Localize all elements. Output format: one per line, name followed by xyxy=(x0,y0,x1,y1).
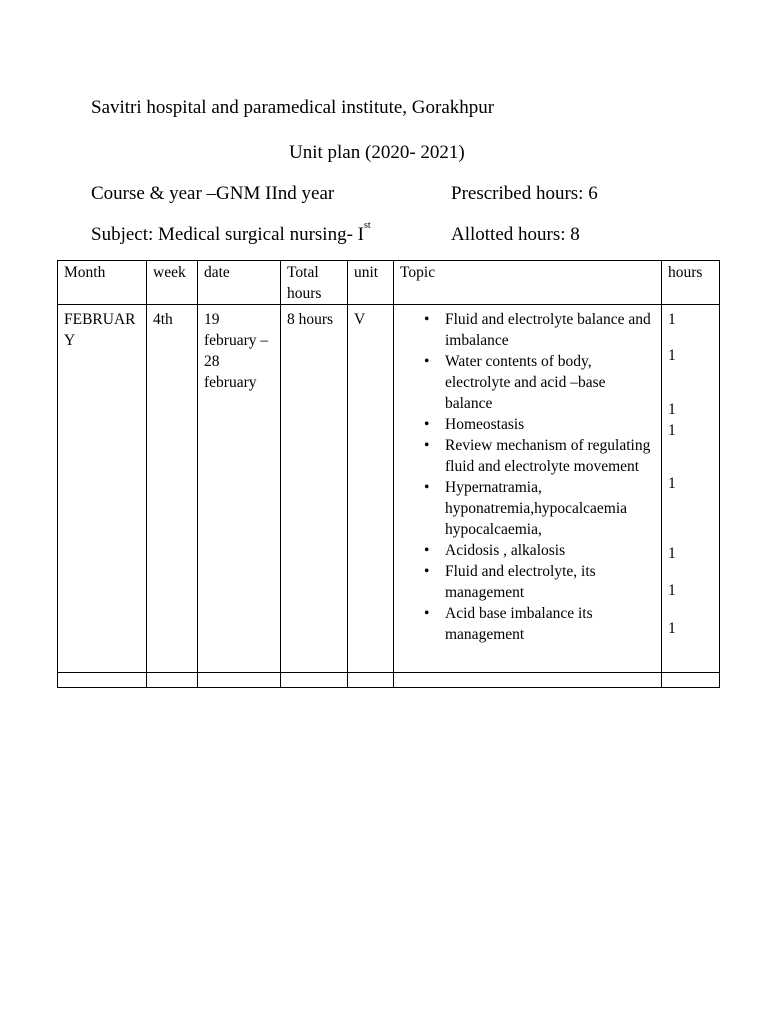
topic-text: Hypernatramia, hyponatremia,hypocalcaemia hypocalcaemia, xyxy=(445,479,628,538)
hours-value: 1 xyxy=(668,311,676,328)
hours-value: 1 xyxy=(668,620,676,637)
list-item xyxy=(424,435,656,477)
hours-value: 1 xyxy=(668,545,676,562)
subject-text: Subject: Medical surgical nursing- I xyxy=(91,224,364,245)
table-row-empty xyxy=(58,673,720,688)
institute-title: Savitri hospital and paramedical institute, Gorakhpur xyxy=(91,97,495,118)
hours-value: 1 xyxy=(668,401,676,418)
cell-week: 4th xyxy=(147,305,198,673)
bullet-icon: • xyxy=(424,542,430,559)
hours-value: 1 xyxy=(668,582,676,599)
bullet-icon: • xyxy=(424,416,430,433)
topic-text: Homeostasis xyxy=(445,416,525,433)
list-item xyxy=(424,603,656,645)
empty-cell xyxy=(198,673,281,688)
empty-cell xyxy=(662,673,720,688)
header-date: date xyxy=(198,261,281,305)
subject-line xyxy=(91,220,371,246)
header-topic: Topic xyxy=(394,261,662,305)
subject-superscript: st xyxy=(363,220,371,231)
bullet-icon: • xyxy=(424,479,430,496)
allotted-hours: Allotted hours: 8 xyxy=(451,224,580,245)
list-item xyxy=(424,540,656,561)
cell-total-hours: 8 hours xyxy=(281,305,348,673)
hours-value: 1 xyxy=(668,347,676,364)
bullet-icon: • xyxy=(424,563,430,580)
header-week: week xyxy=(147,261,198,305)
hours-value: 1 xyxy=(668,475,676,492)
topic-text: Acid base imbalance its management xyxy=(445,605,593,643)
course-year: Course & year –GNM IInd year xyxy=(91,183,335,204)
bullet-icon: • xyxy=(424,353,430,370)
bullet-icon: • xyxy=(424,437,430,454)
bullet-icon: • xyxy=(424,605,430,622)
bullet-icon: • xyxy=(424,311,430,328)
cell-unit: V xyxy=(348,305,394,673)
list-item xyxy=(424,561,656,603)
header-month: Month xyxy=(58,261,147,305)
empty-cell xyxy=(147,673,198,688)
list-item xyxy=(424,414,656,435)
topic-text: Review mechanism of regulating fluid and electrolyte movement xyxy=(445,437,651,475)
topic-text: Fluid and electrolyte balance and imbalance xyxy=(445,311,651,349)
table-row xyxy=(58,305,720,673)
header-hours: hours xyxy=(662,261,720,305)
empty-cell xyxy=(348,673,394,688)
prescribed-hours: Prescribed hours: 6 xyxy=(451,183,598,204)
list-item xyxy=(424,351,656,414)
topic-list xyxy=(400,309,656,645)
empty-cell xyxy=(394,673,662,688)
empty-cell xyxy=(58,673,147,688)
table-header-row xyxy=(58,261,720,305)
cell-date: 19 february – 28 february xyxy=(198,305,281,673)
header-unit: unit xyxy=(348,261,394,305)
hours-list xyxy=(668,309,714,672)
list-item xyxy=(424,477,656,540)
empty-cell xyxy=(281,673,348,688)
unit-plan-table xyxy=(57,260,720,688)
topic-text: Water contents of body, electrolyte and acid –base balance xyxy=(445,353,606,412)
unit-plan-title: Unit plan (2020- 2021) xyxy=(289,142,465,163)
topic-text: Fluid and electrolyte, its management xyxy=(445,563,596,601)
hours-value: 1 xyxy=(668,422,676,439)
cell-month: FEBRUARY xyxy=(58,305,147,673)
list-item xyxy=(424,309,656,351)
cell-topics xyxy=(394,305,662,673)
header-total-hours: Total hours xyxy=(281,261,348,305)
cell-hours xyxy=(662,305,720,673)
topic-text: Acidosis , alkalosis xyxy=(445,542,566,559)
